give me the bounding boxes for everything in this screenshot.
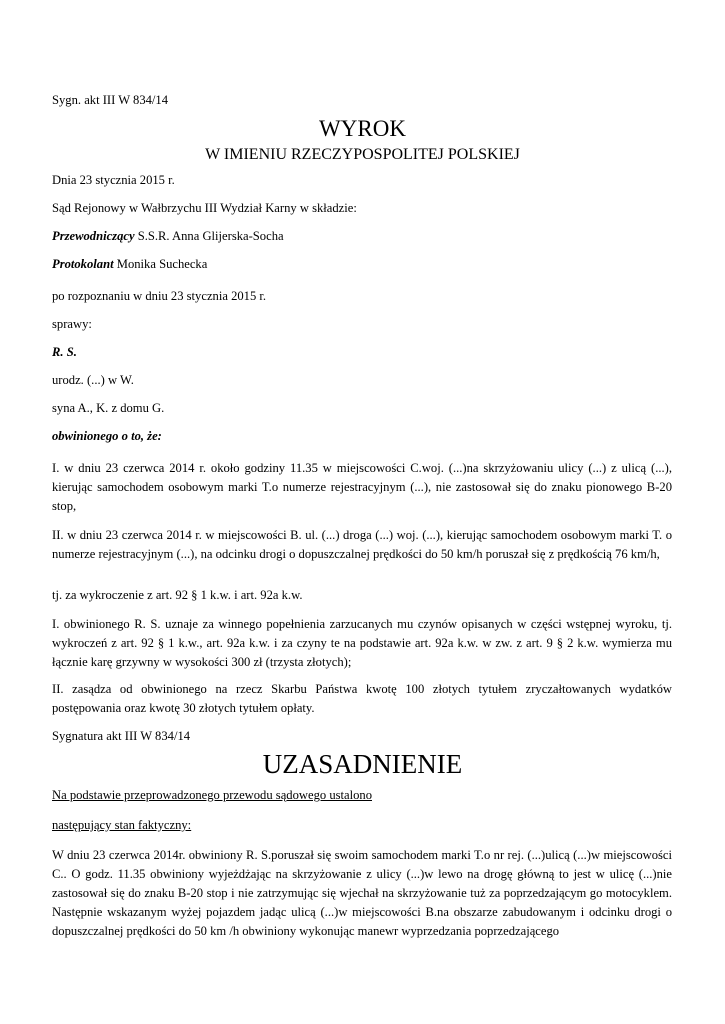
chair-label: Przewodniczący bbox=[52, 229, 135, 243]
chair-name: S.S.R. Anna Glijerska-Socha bbox=[134, 229, 284, 243]
justification-heading-1: Na podstawie przeprowadzonego przewodu sądowego ustalono bbox=[52, 788, 372, 802]
case-label: sprawy: bbox=[52, 317, 92, 331]
verdict-title: WYROK bbox=[319, 116, 406, 141]
verdict-date: Dnia 23 stycznia 2015 r. bbox=[52, 173, 175, 187]
defendant-parents: syna A., K. z domu G. bbox=[52, 401, 165, 415]
clerk-line bbox=[52, 255, 207, 274]
accused-heading: obwinionego o to, że: bbox=[52, 429, 162, 443]
charge-2: II. w dniu 23 czerwca 2014 r. w miejscowości B. ul. (...) droga (...) woj. (...), kierując samochodem osobowym marki T. o numerze rejestracyjnym (...), na odcinku drogi o dopuszczalnej prędkości do 50 km/h poruszał się z prędkością 76 km/h, bbox=[52, 528, 672, 561]
legal-qualification: tj. za wykroczenie z art. 92 § 1 k.w. i art. 92a k.w. bbox=[52, 588, 303, 602]
court-composition: Sąd Rejonowy w Wałbrzychu III Wydział Karny w składzie: bbox=[52, 201, 357, 215]
chair-line bbox=[52, 227, 284, 246]
charge-1: I. w dniu 23 czerwca 2014 r. około godziny 11.35 w miejscowości C.woj. (...)na skrzyżowaniu ulicy (...) z ulicą (...), kierując samochodem osobowym marki T.o numerze rejestracyjnym (...), nie zastosował się do znaku pionowego B-20 stop, bbox=[52, 461, 672, 513]
defendant-name: R. S. bbox=[52, 345, 77, 359]
justification-body: W dniu 23 czerwca 2014r. obwiniony R. S.poruszał się swoim samochodem marki T.o nr rej. (...)ulicą (...)w miejscowości C.. O godz. 11.35 obwiniony wyjeżdżając na skrzyżowanie z ulicy (...)w lewo na drogę główną to jest w ulicę (...)nie zastosował się do znaku B-20 stop i nie zatrzymując się wjechał na skrzyżowanie tuż za poprzedzającym go motocyklem. Następnie wskazanym wyżej pojazdem jadąc ulicą (...)w miejscowości B.na obszarze zabudowanym i odcinku drogi o dopuszczalnej prędkości do 50 km /h obwiniony wykonując manewr wyprzedzania poprzedzającego bbox=[52, 848, 672, 938]
case-number: Sygn. akt III W 834/14 bbox=[52, 93, 169, 107]
defendant-birth: urodz. (...) w W. bbox=[52, 373, 134, 387]
justification-title: UZASADNIENIE bbox=[262, 749, 463, 779]
signature-line: Sygnatura akt III W 834/14 bbox=[52, 729, 191, 743]
justification-heading-2: następujący stan faktyczny: bbox=[52, 818, 192, 832]
hearing-date: po rozpoznaniu w dniu 23 stycznia 2015 r. bbox=[52, 289, 267, 303]
clerk-name: Monika Suchecka bbox=[113, 257, 208, 271]
verdict-point-1: I. obwinionego R. S. uznaje za winnego popełnienia zarzucanych mu czynów opisanych w części wstępnej wyroku, tj. wykroczeń z art. 92 § 1 k.w., art. 92a k.w. i za czyny te na podstawie art. 92a k.w. w zw. z art. 9 § 2 k.w. wymierza mu łącznie karę grzywny w wysokości 300 zł (trzysta złotych); bbox=[52, 617, 672, 669]
clerk-label: Protokolant bbox=[52, 257, 114, 271]
verdict-subtitle: W IMIENIU RZECZYPOSPOLITEJ POLSKIEJ bbox=[205, 146, 520, 163]
verdict-point-2: II. zasądza od obwinionego na rzecz Skarbu Państwa kwotę 100 złotych tytułem zryczałtowanych wydatków postępowania oraz kwotę 30 złotych tytułem opłaty. bbox=[52, 682, 672, 715]
